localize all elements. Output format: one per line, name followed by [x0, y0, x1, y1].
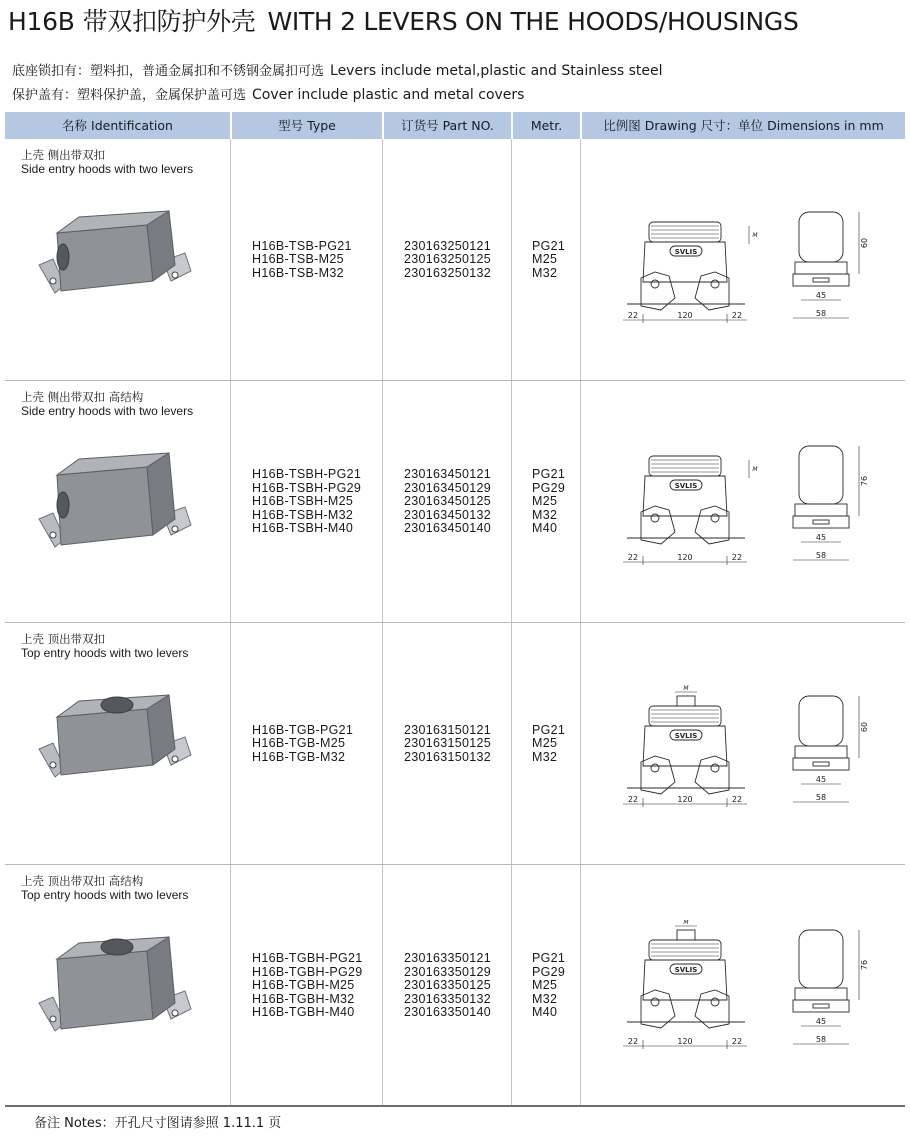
dim-depth-inner: 45	[815, 775, 827, 784]
part-number: 230163350132	[404, 991, 492, 1006]
product-photo	[35, 199, 195, 329]
product-photo-wrap	[35, 199, 195, 333]
dimension-drawing	[623, 678, 893, 818]
intro-line-covers	[12, 84, 524, 103]
lever-pin	[172, 272, 178, 278]
side-view-base	[793, 274, 849, 286]
lever-pin	[651, 764, 659, 772]
part-number: 230163450140	[404, 521, 492, 536]
col-identification: 名称 Identification	[62, 118, 173, 133]
side-view-dome	[799, 696, 843, 746]
metric-thread-list	[532, 724, 565, 765]
lever-pin	[651, 280, 659, 288]
type-code: H16B-TSB-PG21	[252, 238, 352, 253]
metric-thread: M40	[532, 1005, 558, 1020]
hood-body	[57, 467, 153, 545]
type-code: H16B-TGBH-M25	[252, 978, 355, 993]
col-drawing: 比例图 Drawing 尺寸：单位 Dimensions in mm	[580, 112, 905, 139]
drawing-wrap	[623, 920, 893, 1064]
part-number: 230163350140	[404, 1005, 492, 1020]
brand-text: SVLIS	[674, 966, 698, 974]
brand-text: SVLIS	[674, 248, 698, 256]
type-code: H16B-TGB-M25	[252, 736, 346, 751]
dim-height: 76	[860, 475, 869, 487]
type-code: H16B-TSBH-PG21	[252, 467, 362, 482]
caption-cn: 上壳 侧出带双扣 高结构	[21, 390, 144, 404]
side-view-dome	[799, 446, 843, 504]
metric-thread: PG29	[532, 964, 566, 979]
type-code: H16B-TSBH-M40	[252, 521, 354, 536]
part-number: 230163150125	[404, 736, 492, 751]
dim-depth-inner: 45	[815, 291, 827, 300]
product-row	[5, 381, 905, 623]
column-divider	[382, 623, 383, 864]
marker-m: M	[683, 920, 689, 926]
lever-pin	[651, 998, 659, 1006]
title-model: H16B	[8, 7, 75, 36]
type-code-list	[252, 240, 352, 281]
marker-m: M	[752, 232, 758, 239]
metric-thread: PG21	[532, 238, 566, 253]
metric-thread: M32	[532, 265, 558, 280]
part-number: 230163150132	[404, 749, 492, 764]
intro-cn: 保护盖有：塑料保护盖，金属保护盖可选	[12, 88, 247, 103]
side-view-collar	[795, 746, 847, 758]
product-photo-wrap	[35, 441, 195, 575]
type-code: H16B-TSB-M32	[252, 265, 344, 280]
marker-m: M	[752, 466, 758, 473]
type-code: H16B-TGBH-M32	[252, 991, 355, 1006]
type-code: H16B-TGB-M32	[252, 749, 346, 764]
column-divider	[580, 623, 581, 864]
metric-thread: M32	[532, 507, 558, 522]
part-number: 230163450125	[404, 494, 492, 509]
drawing-wrap	[623, 194, 893, 338]
col-part-no: 订货号 Part NO.	[382, 112, 511, 139]
brand-text: SVLIS	[674, 482, 698, 490]
intro-cn: 底座锁扣有：塑料扣，普通金属扣和不锈钢金属扣可选	[12, 64, 325, 79]
brand-text: SVLIS	[674, 732, 698, 740]
hood-body	[57, 709, 153, 775]
part-number: 230163250125	[404, 252, 492, 267]
column-divider	[230, 381, 231, 622]
side-view-slot	[813, 278, 829, 282]
dim-width-middle: 120	[677, 311, 693, 320]
type-code: H16B-TGBH-M40	[252, 1005, 355, 1020]
dim-depth-outer: 58	[815, 1035, 827, 1044]
side-view-base	[793, 758, 849, 770]
metric-thread: M40	[532, 521, 558, 536]
dimension-drawing	[623, 194, 893, 334]
drawing-wrap	[623, 678, 893, 822]
part-number: 230163150121	[404, 722, 492, 737]
lever-pin	[172, 526, 178, 532]
column-divider	[382, 865, 383, 1105]
caption-en: Side entry hoods with two levers	[21, 162, 194, 176]
product-photo-wrap	[35, 925, 195, 1059]
caption-cn: 上壳 顶出带双扣	[21, 632, 106, 646]
lever-pin	[50, 762, 56, 768]
drawing-wrap	[623, 436, 893, 580]
metric-thread: PG21	[532, 951, 566, 966]
product-row	[5, 865, 905, 1107]
column-divider	[511, 381, 512, 622]
type-code: H16B-TSBH-M32	[252, 507, 354, 522]
caption-cn: 上壳 顶出带双扣 高结构	[21, 874, 144, 888]
column-divider	[230, 139, 231, 380]
type-code-list	[252, 468, 361, 536]
table-header	[5, 112, 905, 139]
side-view-slot	[813, 520, 829, 524]
column-divider	[511, 139, 512, 380]
metric-thread: PG29	[532, 480, 566, 495]
type-code: H16B-TSB-M25	[252, 252, 344, 267]
product-row	[5, 139, 905, 381]
column-divider	[511, 623, 512, 864]
front-view-top	[649, 706, 721, 726]
column-divider	[230, 865, 231, 1105]
marker-m: M	[683, 685, 689, 692]
intro-line-levers	[12, 60, 663, 79]
type-code: H16B-TGBH-PG21	[252, 951, 363, 966]
side-view-dome	[799, 930, 843, 988]
notes: 备注 Notes：开孔尺寸图请参照 1.11.1 页	[34, 1116, 282, 1131]
cable-entry-hole	[101, 939, 133, 955]
dim-depth-outer: 58	[815, 793, 827, 802]
dim-width-left: 22	[627, 311, 639, 320]
col-type: 型号 Type	[230, 112, 382, 139]
hood-body	[57, 225, 153, 291]
type-code: H16B-TGB-PG21	[252, 722, 354, 737]
front-view-top	[649, 940, 721, 960]
caption-en: Side entry hoods with two levers	[21, 404, 194, 418]
metric-thread: M32	[532, 749, 558, 764]
dim-height: 60	[860, 237, 869, 249]
caption-en: Top entry hoods with two levers	[21, 888, 189, 902]
column-divider	[580, 381, 581, 622]
metric-thread-list	[532, 468, 565, 536]
dim-depth-inner: 45	[815, 533, 827, 542]
metric-thread-list	[532, 952, 565, 1020]
type-code: H16B-TGBH-PG29	[252, 964, 363, 979]
cable-entry-hole	[101, 697, 133, 713]
part-number: 230163450121	[404, 467, 492, 482]
dim-width-right: 22	[731, 553, 743, 562]
metric-thread: PG21	[532, 722, 566, 737]
metric-thread: M25	[532, 978, 558, 993]
dim-width-middle: 120	[677, 553, 693, 562]
lever-pin	[711, 998, 719, 1006]
col-metr: Metr.	[511, 112, 580, 139]
side-view-dome	[799, 212, 843, 262]
dimension-drawing	[623, 920, 893, 1060]
part-number: 230163350121	[404, 951, 492, 966]
page-title	[8, 2, 799, 38]
product-table	[5, 112, 905, 1107]
side-view-collar	[795, 504, 847, 516]
lever-pin	[711, 764, 719, 772]
column-divider	[580, 865, 581, 1105]
dim-width-left: 22	[627, 1037, 639, 1046]
lever-pin	[172, 1010, 178, 1016]
side-view-collar	[795, 262, 847, 274]
part-number-list	[404, 468, 491, 536]
side-view-base	[793, 516, 849, 528]
part-number-list	[404, 240, 491, 281]
dim-width-middle: 120	[677, 795, 693, 804]
product-photo-wrap	[35, 683, 195, 817]
caption-en: Top entry hoods with two levers	[21, 646, 189, 660]
intro-en: Levers include metal,plastic and Stainless steel	[330, 63, 663, 79]
part-number: 230163350129	[404, 964, 492, 979]
metric-thread-list	[532, 240, 565, 281]
dim-width-middle: 120	[677, 1037, 693, 1046]
dim-depth-inner: 45	[815, 1017, 827, 1026]
title-en: WITH 2 LEVERS ON THE HOODS/HOUSINGS	[267, 7, 799, 36]
side-view-slot	[813, 1004, 829, 1008]
lever-pin	[711, 280, 719, 288]
part-number: 230163250121	[404, 238, 492, 253]
type-code: H16B-TSBH-M25	[252, 494, 354, 509]
part-number: 230163450129	[404, 480, 492, 495]
column-divider	[511, 865, 512, 1105]
column-divider	[580, 139, 581, 380]
part-number-list	[404, 724, 491, 765]
lever-pin	[50, 1016, 56, 1022]
dim-width-left: 22	[627, 553, 639, 562]
dim-width-right: 22	[731, 1037, 743, 1046]
intro-en: Cover include plastic and metal covers	[252, 87, 525, 103]
dim-width-right: 22	[731, 311, 743, 320]
top-gland	[677, 696, 695, 706]
metric-thread: M32	[532, 991, 558, 1006]
dimension-drawing	[623, 436, 893, 576]
type-code: H16B-TSBH-PG29	[252, 480, 362, 495]
side-view-slot	[813, 762, 829, 766]
product-row	[5, 623, 905, 865]
column-divider	[382, 139, 383, 380]
lever-pin	[50, 532, 56, 538]
dim-depth-outer: 58	[815, 309, 827, 318]
product-photo	[35, 925, 195, 1055]
dim-depth-outer: 58	[815, 551, 827, 560]
cable-entry-hole	[57, 492, 69, 518]
dim-height: 60	[860, 721, 869, 733]
lever-pin	[711, 514, 719, 522]
dim-width-right: 22	[731, 795, 743, 804]
lever-pin	[172, 756, 178, 762]
front-view-top	[649, 222, 721, 242]
side-view-collar	[795, 988, 847, 1000]
type-code-list	[252, 724, 353, 765]
top-gland	[677, 930, 695, 940]
cable-entry-hole	[57, 244, 69, 270]
lever-pin	[651, 514, 659, 522]
caption-cn: 上壳 侧出带双扣	[21, 148, 106, 162]
dim-width-left: 22	[627, 795, 639, 804]
column-divider	[382, 381, 383, 622]
part-number: 230163250132	[404, 265, 492, 280]
product-photo	[35, 441, 195, 571]
metric-thread: PG21	[532, 467, 566, 482]
part-number: 230163350125	[404, 978, 492, 993]
lever-pin	[50, 278, 56, 284]
part-number: 230163450132	[404, 507, 492, 522]
column-divider	[230, 623, 231, 864]
metric-thread: M25	[532, 252, 558, 267]
front-view-top	[649, 456, 721, 476]
part-number-list	[404, 952, 491, 1020]
metric-thread: M25	[532, 494, 558, 509]
dim-height: 76	[860, 959, 869, 971]
type-code-list	[252, 952, 362, 1020]
metric-thread: M25	[532, 736, 558, 751]
side-view-base	[793, 1000, 849, 1012]
title-cn: 带双扣防护外壳	[82, 7, 256, 36]
hood-body	[57, 951, 153, 1029]
product-photo	[35, 683, 195, 813]
